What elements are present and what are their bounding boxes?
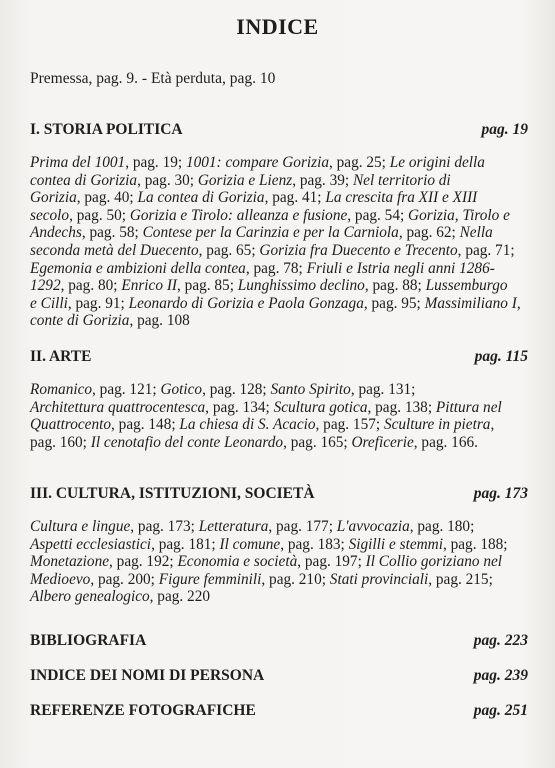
toc-entry-page: , pag. 134; bbox=[205, 398, 274, 416]
toc-entry-page: , pag. 210; bbox=[261, 570, 330, 588]
toc-entry-title[interactable]: Sculture in pietra bbox=[383, 416, 491, 434]
toc-entry-title[interactable]: Quattrocento bbox=[30, 416, 112, 434]
toc-entry-page: , pag. 78; bbox=[245, 259, 307, 277]
toc-entry-title[interactable]: L'avvocazia bbox=[336, 518, 410, 535]
toc-entry-page: , pag. 192; bbox=[109, 553, 178, 571]
toc-line bbox=[30, 571, 530, 589]
toc-entry-page: , pag. 54; bbox=[347, 206, 409, 224]
toc-entry-title[interactable]: Romanico bbox=[30, 381, 93, 398]
toc-entry-page: , pag. 173; bbox=[130, 518, 199, 535]
toc-line bbox=[30, 553, 530, 571]
toc-line bbox=[30, 189, 530, 207]
toc-line bbox=[30, 207, 530, 225]
toc-line bbox=[30, 312, 530, 330]
toc-entry-page: , pag. 200; bbox=[90, 570, 159, 588]
toc-line bbox=[30, 416, 530, 434]
toc-entry-title[interactable]: Egemonia e ambizioni della contea bbox=[30, 259, 246, 277]
toc-entry-title[interactable]: Gorizia e Tirolo: alleanza e fusione bbox=[129, 206, 348, 224]
toc-entry-title[interactable]: Andechs bbox=[30, 224, 82, 242]
toc-entry-page: , pag. 215; bbox=[428, 570, 493, 588]
toc-entry-page: , pag. 181; bbox=[151, 535, 220, 553]
toc-entry-title[interactable]: Economia e società bbox=[177, 553, 298, 571]
toc-entry-title[interactable]: Prima del 1001 bbox=[30, 154, 126, 171]
toc-entry-page: , pag. 30; bbox=[137, 171, 198, 189]
toc-entry-page: , pag. 41; bbox=[264, 189, 326, 207]
toc-line bbox=[30, 434, 530, 452]
toc-entry-title[interactable]: Gorizia, Tirolo e bbox=[408, 206, 510, 224]
toc-entry-page: , pag. 166. bbox=[413, 433, 478, 451]
toc-entry-title[interactable]: Monetazione bbox=[30, 553, 110, 571]
toc-entry-title[interactable]: Il cenotafio del conte Leonardo bbox=[90, 433, 284, 451]
toc-entry-title[interactable]: Gorizia fra Duecento e Trecento bbox=[259, 241, 458, 259]
toc-entry-page: , pag. 128; bbox=[202, 381, 271, 398]
toc-entry-title[interactable]: contea di Gorizia bbox=[30, 171, 138, 189]
entry-label: BIBLIOGRAFIA bbox=[30, 632, 147, 649]
toc-entry-page: , pag. 138; bbox=[367, 398, 436, 416]
toc-entry-title[interactable]: e Cilli bbox=[30, 294, 68, 312]
toc-entry-title[interactable]: conte di Gorizia bbox=[30, 312, 130, 330]
toc-entry-title[interactable]: Oreficerie bbox=[351, 433, 414, 451]
section-label: III. CULTURA, ISTITUZIONI, SOCIETÀ bbox=[30, 485, 315, 502]
toc-entry-title[interactable]: Friuli e Istria negli anni 1286- bbox=[306, 259, 495, 277]
toc-line bbox=[30, 518, 530, 536]
toc-line bbox=[30, 242, 530, 260]
toc-entry-page: , pag. 108 bbox=[129, 312, 190, 330]
entry-label: INDICE DEI NOMI DI PERSONA bbox=[30, 667, 265, 684]
toc-entry-page: , pag. 148; bbox=[111, 416, 180, 434]
toc-entry-title[interactable]: Gorizia e Lienz bbox=[197, 171, 293, 189]
section-page: pag. 115 bbox=[474, 348, 528, 365]
toc-entry-page: , pag. 95; bbox=[363, 294, 425, 312]
toc-entry-page: , pag. 197; bbox=[297, 553, 366, 571]
toc-line bbox=[30, 381, 530, 399]
toc-line bbox=[30, 260, 530, 278]
section-label: II. ARTE bbox=[30, 348, 92, 365]
toc-line bbox=[30, 588, 530, 606]
toc-entry-page: , pag. 188; bbox=[442, 535, 508, 553]
toc-entry-title[interactable]: Architettura quattrocentesca bbox=[30, 398, 206, 416]
toc-entry-page: , pag. 58; bbox=[81, 224, 143, 242]
toc-entry-page: , pag. 25; bbox=[329, 154, 390, 171]
entry-page: pag. 239 bbox=[473, 667, 528, 684]
toc-entry-title[interactable]: 1292 bbox=[30, 277, 61, 295]
toc-line bbox=[30, 399, 530, 417]
toc-entry-title[interactable]: Figure femminili bbox=[158, 570, 262, 588]
toc-line bbox=[30, 277, 530, 295]
toc-entry-title[interactable]: Medioevo bbox=[30, 570, 91, 588]
section-page: pag. 173 bbox=[473, 485, 528, 502]
toc-entry-page: , pag. 157; bbox=[315, 416, 384, 434]
toc-entry-title[interactable]: Massimiliano I, bbox=[424, 294, 521, 312]
toc-entry-title[interactable]: Aspetti ecclesiastici bbox=[30, 535, 152, 553]
toc-entry-page: , pag. 91; bbox=[67, 294, 129, 312]
toc-entry-page: , pag. 180; bbox=[409, 518, 475, 535]
toc-entry-page: , pag. 85; bbox=[177, 277, 238, 295]
entry-label: REFERENZE FOTOGRAFICHE bbox=[30, 702, 256, 719]
toc-entry-page: , pag. 177; bbox=[268, 518, 337, 535]
toc-entry-title[interactable]: Nel territorio di bbox=[352, 171, 451, 189]
toc-entry-title[interactable]: Lussemburgo bbox=[425, 277, 508, 295]
toc-entry-page: , pag. 88; bbox=[364, 277, 426, 295]
toc-entry-title[interactable]: Gorizia bbox=[30, 189, 77, 207]
toc-line bbox=[30, 224, 530, 242]
toc-line bbox=[30, 536, 530, 554]
toc-entry-title[interactable]: Albero genealogico bbox=[30, 588, 150, 606]
toc-entry-page: , pag. 39; bbox=[292, 171, 353, 189]
section-label: I. STORIA POLITICA bbox=[30, 121, 183, 138]
toc-entry-page: , pag. 65; bbox=[198, 241, 260, 259]
toc-entry-title[interactable]: Pittura nel bbox=[435, 398, 502, 416]
toc-entry-title[interactable]: Letteratura bbox=[198, 518, 269, 535]
toc-entry-page: , pag. 165; bbox=[283, 433, 352, 451]
toc-entry-page: , bbox=[490, 416, 495, 434]
toc-entry-page: , pag. 40; bbox=[76, 189, 138, 207]
toc-entry-page: , pag. 19; bbox=[125, 154, 186, 171]
toc-entry-page: , pag. 62; bbox=[398, 224, 460, 242]
toc-entry-title[interactable]: Leonardo di Gorizia e Paola Gonzaga bbox=[128, 294, 364, 312]
toc-entry-title[interactable]: Il Collio goriziano nel bbox=[365, 553, 503, 571]
toc-entry-title[interactable]: secolo bbox=[30, 206, 70, 224]
toc-entry-title[interactable]: La crescita fra XII e XIII bbox=[325, 189, 478, 207]
toc-entry-title[interactable]: Stati provinciali bbox=[329, 570, 429, 588]
toc-entry-title[interactable]: Sigilli e stemmi bbox=[348, 535, 443, 553]
toc-entry-title[interactable]: 1001: compare Gorizia bbox=[185, 154, 329, 171]
toc-entry-title[interactable]: Scultura gotica bbox=[273, 398, 368, 416]
page-title: INDICE bbox=[236, 14, 319, 39]
entry-page: pag. 223 bbox=[473, 632, 528, 649]
section-entries-arte bbox=[30, 381, 530, 451]
toc-entry-title[interactable]: Contese per la Carinzia e per la Carniola bbox=[142, 224, 399, 242]
toc-entry-page: , pag. 80; bbox=[60, 277, 122, 295]
section-page: pag. 19 bbox=[481, 121, 528, 138]
toc-entry-page: , pag. 50; bbox=[69, 206, 130, 224]
entry-page: pag. 251 bbox=[473, 702, 528, 719]
toc-entry-page: pag. 160; bbox=[30, 433, 91, 451]
toc-entry-title[interactable]: Il comune bbox=[219, 535, 281, 553]
toc-entry-title[interactable]: Enrico II bbox=[121, 277, 178, 295]
toc-line bbox=[30, 172, 530, 190]
premessa-entry: Premessa, pag. 9. - Età perduta, pag. 10 bbox=[30, 70, 276, 87]
toc-entry-title[interactable]: Nella bbox=[459, 224, 493, 242]
toc-entry-title[interactable]: Cultura e lingue bbox=[30, 518, 131, 535]
toc-entry-page: , pag. 121; bbox=[92, 381, 161, 398]
toc-entry-page: , pag. 220 bbox=[149, 588, 210, 606]
toc-entry-page: , pag. 71; bbox=[457, 241, 515, 259]
toc-entry-title[interactable]: Santo Spirito bbox=[270, 381, 351, 398]
section-entries-storia-politica bbox=[30, 154, 530, 330]
toc-entry-title[interactable]: La contea di Gorizia bbox=[137, 189, 265, 207]
toc-entry-title[interactable]: La chiesa di S. Acacio bbox=[179, 416, 316, 434]
toc-entry-title[interactable]: Gotico bbox=[160, 381, 203, 398]
toc-line bbox=[30, 295, 530, 313]
toc-entry-title[interactable]: Le origini della bbox=[389, 154, 485, 171]
toc-line bbox=[30, 154, 530, 172]
section-entries-cultura bbox=[30, 518, 530, 606]
toc-entry-page: , pag. 183; bbox=[280, 535, 349, 553]
toc-entry-page: , pag. 131; bbox=[350, 381, 416, 398]
toc-entry-title[interactable]: Lunghissimo declino bbox=[237, 277, 365, 295]
toc-entry-title[interactable]: seconda metà del Duecento bbox=[30, 241, 199, 259]
